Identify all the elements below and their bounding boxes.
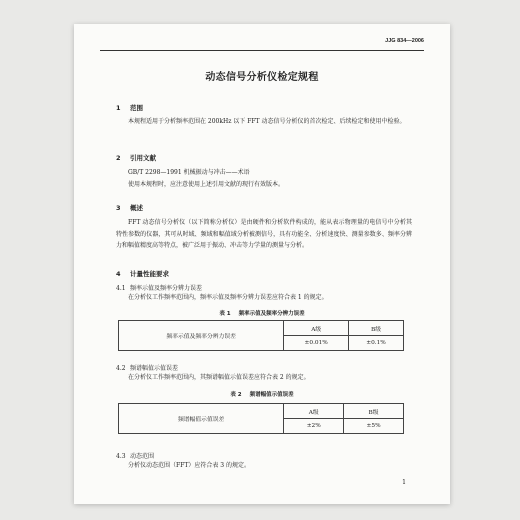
table-1-caption (74, 309, 450, 317)
section-4-heading (116, 269, 169, 278)
table-2-caption (74, 390, 450, 398)
section-title: 计量性能要求 (130, 270, 169, 278)
section-title: 范围 (130, 104, 143, 112)
table-header-b: B级 (349, 321, 404, 336)
subsection-title: 频谱幅值示值误差 (130, 365, 179, 372)
subsection-title: 频率示值及频率分辨力误差 (130, 285, 203, 292)
subsection-4-2-heading (116, 363, 178, 372)
subsection-number: 4.3 (116, 453, 126, 460)
page-title: 动态信号分析仪检定规程 (205, 72, 319, 83)
subsection-number: 4.1 (116, 285, 126, 292)
table-cell-b: ±5% (344, 419, 404, 434)
table-number: 表 1 (219, 311, 231, 317)
table-cell-a: ±0.01% (284, 336, 349, 351)
subsection-4-3-heading (116, 451, 154, 460)
section-2-heading (116, 153, 156, 162)
section-1-heading (116, 103, 143, 112)
table-row-label: 频谱幅值示值误差 (119, 404, 284, 434)
table-caption-text: 频率示值及频率分辨力误差 (238, 311, 305, 317)
table-cell-a: ±2% (284, 419, 344, 434)
table-row-label: 频率示值及频率分辨力误差 (119, 321, 284, 351)
section-title: 概述 (130, 204, 143, 212)
table-header-a: A级 (284, 321, 349, 336)
table-1 (118, 320, 404, 351)
subsection-number: 4.2 (116, 365, 126, 372)
section-1-body: 本规程适用于分析频率范围在 200kHz 以下 FFT 动态信号分析仪的首次检定、后续检定和使用中检验。 (128, 118, 406, 125)
section-number: 1 (116, 104, 121, 112)
table-row (119, 404, 404, 419)
subsection-4-2-body: 在分析仪工作频率范围内，其频谱幅值示值误差应符合表 2 的规定。 (128, 374, 310, 381)
section-number: 4 (116, 270, 121, 278)
section-3-heading (116, 203, 143, 212)
table-row (119, 321, 404, 336)
table-cell-b: ±0.1% (349, 336, 404, 351)
document-page (74, 24, 450, 504)
section-title: 引用文献 (130, 154, 156, 162)
subsection-4-1-heading (116, 283, 202, 292)
reference-entry: GB/T 2298—1991 机械振动与冲击——术语 (128, 169, 250, 176)
table-2 (118, 403, 404, 434)
subsection-4-1-body: 在分析仪工作频率范围内，频率示值及频率分辨力误差应符合表 1 的规定。 (128, 294, 328, 301)
page-number: 1 (402, 479, 406, 486)
table-header-a: A级 (284, 404, 344, 419)
section-2-body: 使用本规程时，应注意使用上述引用文献的现行有效版本。 (128, 181, 285, 188)
subsection-title: 动态范围 (130, 453, 155, 460)
standard-code: JJG 834—2006 (385, 38, 424, 44)
table-header-b: B级 (344, 404, 404, 419)
subsection-4-3-body: 分析仪动态范围（FFT）应符合表 3 的规定。 (128, 462, 250, 469)
table-caption-text: 频谱幅值示值误差 (249, 392, 294, 398)
table-number: 表 2 (230, 392, 242, 398)
section-number: 2 (116, 154, 121, 162)
section-3-body: FFT 动态信号分析仪（以下简称分析仪）是由硬件和分析软件构成的，能从表示物理量的电信号中分析其特性参数的仪器，其可从时域、频域和幅值域分析被测信号，具有功能全、分析速度快、测量参数多、频率分辨力和幅值精度高等特点，被广泛用于振动、冲击等力学量的测量与分析。 (116, 219, 412, 249)
running-header (100, 38, 424, 51)
section-number: 3 (116, 204, 121, 212)
